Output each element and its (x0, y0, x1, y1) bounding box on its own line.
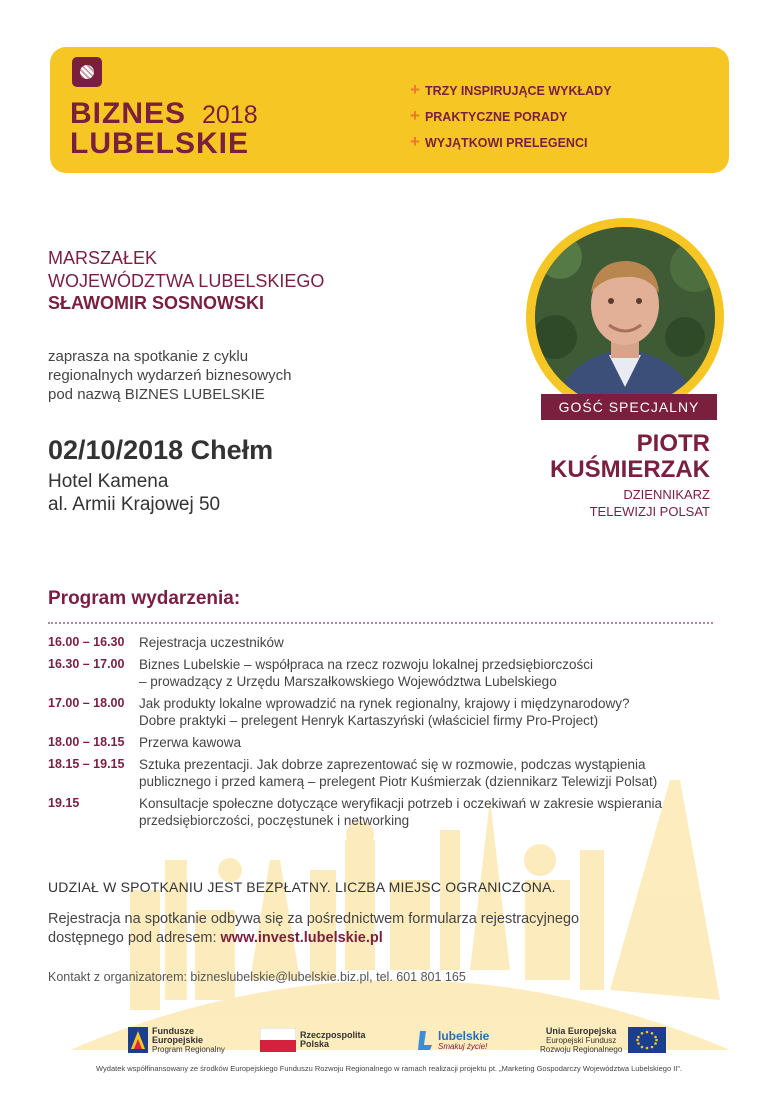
feature-item (410, 132, 612, 158)
plus-icon: + (410, 132, 420, 151)
program-row (48, 634, 728, 651)
program-time: 18.15 – 19.15 (48, 757, 125, 771)
guest-last-name: KUŚMIERZAK (550, 456, 710, 483)
lubelskie-icon (416, 1029, 434, 1051)
program-row (48, 756, 728, 790)
program-desc: Jak produkty lokalne wprowadzić na rynek regionalny, krajowy i międzynarodowy? Dobre praktyki – prelegent Henryk Kartaszyński (właściciel firmy Pro-Project) (139, 696, 630, 728)
brand-logo-icon (72, 57, 102, 87)
registration-prefix: dostępnego pod adresem: (48, 930, 221, 946)
feature-label: WYJĄTKOWI PRELEGENCI (424, 136, 588, 150)
fe-title: Fundusze Europejskie (152, 1025, 204, 1045)
footer-note: Wydatek współfinansowany ze środków Europejskiego Funduszu Rozwoju Regionalnego w ramach realizacji projektu pt. „Marketing Gospodarczy Województwa Lubelskiego II”. (96, 1064, 682, 1073)
plus-icon: + (410, 80, 420, 99)
program-time: 18.00 – 18.15 (48, 735, 125, 749)
polish-flag-icon (260, 1028, 296, 1052)
guest-photo (535, 227, 715, 407)
program-time: 19.15 (48, 796, 80, 810)
host-title-line2: WOJEWÓDZTWA LUBELSKIEGO (48, 271, 325, 291)
program-row (48, 695, 728, 729)
guest-role-line1: DZIENNIKARZ (623, 487, 710, 502)
fundusze-europejskie-logo (128, 1022, 225, 1058)
fe-subtitle: Program Regionalny (152, 1044, 225, 1054)
guest-role-line2: TELEWIZJI POLSAT (589, 504, 710, 519)
program-desc: Biznes Lubelskie – współpraca na rzecz rozwoju lokalnej przedsiębiorczości – prowadzący z Urzędu Marszałkowskiego Województwa Lubelskiego (139, 657, 593, 689)
rzeczpospolita-logo (260, 1022, 366, 1058)
eu-subtitle: Europejski Fundusz Rozwoju Regionalnego (540, 1035, 623, 1054)
registration-link[interactable]: www.invest.lubelskie.pl (220, 930, 383, 946)
program-row (48, 734, 728, 751)
feature-label: TRZY INSPIRUJĄCE WYKŁADY (424, 84, 612, 98)
free-entry-note: UDZIAŁ W SPOTKANIU JEST BEZPŁATNY. LICZBA MIEJSC OGRANICZONA. (48, 879, 556, 895)
special-guest-badge: GOŚĆ SPECJALNY (541, 394, 717, 420)
program-desc: Sztuka prezentacji. Jak dobrze zaprezentować się w rozmowie, podczas wystąpienia publicznego i przed kamerą – prelegent Piotr Kuśmierzak (dziennikarz Telewizji Polsat) (139, 757, 658, 789)
brand-year: 2018 (202, 101, 258, 129)
header-banner (50, 47, 729, 173)
registration-text-line2 (48, 930, 383, 946)
sponsor-logos (0, 1022, 778, 1062)
feature-label: PRAKTYCZNE PORADY (424, 110, 568, 124)
program-row (48, 656, 728, 690)
program-time: 17.00 – 18.00 (48, 696, 125, 710)
eu-logo (536, 1022, 666, 1058)
divider (48, 622, 713, 624)
lubelskie-word: lubelskie (438, 1028, 490, 1043)
brand-name-line1: BIZNES (70, 97, 187, 130)
registration-text: Rejestracja na spotkanie odbywa się za pośrednictwem formularza rejestracyjnego (48, 911, 580, 927)
rp-title: Rzeczpospolita Polska (300, 1030, 366, 1049)
feature-item (410, 80, 612, 106)
program-title: Program wydarzenia: (48, 588, 241, 609)
program-time: 16.00 – 16.30 (48, 635, 125, 649)
lubelskie-logo (416, 1022, 489, 1058)
program-desc: Konsultacje społeczne dotyczące weryfikacji potrzeb i oczekiwań w zakresie wspierania przedsiębiorczości, poczęstunek i networking (139, 796, 662, 828)
program-row (48, 795, 728, 829)
invitation-text: zaprasza na spotkanie z cyklu regionalnych wydarzeń biznesowych pod nazwą BIZNES LUBELSKIE (48, 348, 292, 403)
program-desc: Przerwa kawowa (139, 735, 242, 750)
guest-first-name: PIOTR (636, 430, 710, 457)
program-desc: Rejestracja uczestników (139, 635, 284, 650)
feature-list (410, 80, 612, 158)
fe-icon (128, 1027, 148, 1053)
event-date-place: 02/10/2018 Chełm (48, 435, 274, 465)
program-list (48, 634, 728, 834)
program-time: 16.30 – 17.00 (48, 657, 125, 671)
brand-name-line2: LUBELSKIE (70, 127, 250, 160)
lubelskie-tagline: Smakuj życie! (438, 1041, 488, 1051)
host-name: SŁAWOMIR SOSNOWSKI (48, 293, 264, 313)
host-title-line1: MARSZAŁEK (48, 248, 158, 268)
plus-icon: + (410, 106, 420, 125)
eu-title: Unia Europejska (545, 1025, 617, 1036)
venue-address: al. Armii Krajowej 50 (48, 494, 221, 515)
eu-flag-icon (628, 1027, 666, 1053)
contact-info: Kontakt z organizatorem: bizneslubelskie@lubelskie.biz.pl, tel. 601 801 165 (48, 970, 466, 984)
guest-photo-frame (526, 218, 724, 416)
venue-name: Hotel Kamena (48, 471, 169, 492)
feature-item (410, 106, 612, 132)
